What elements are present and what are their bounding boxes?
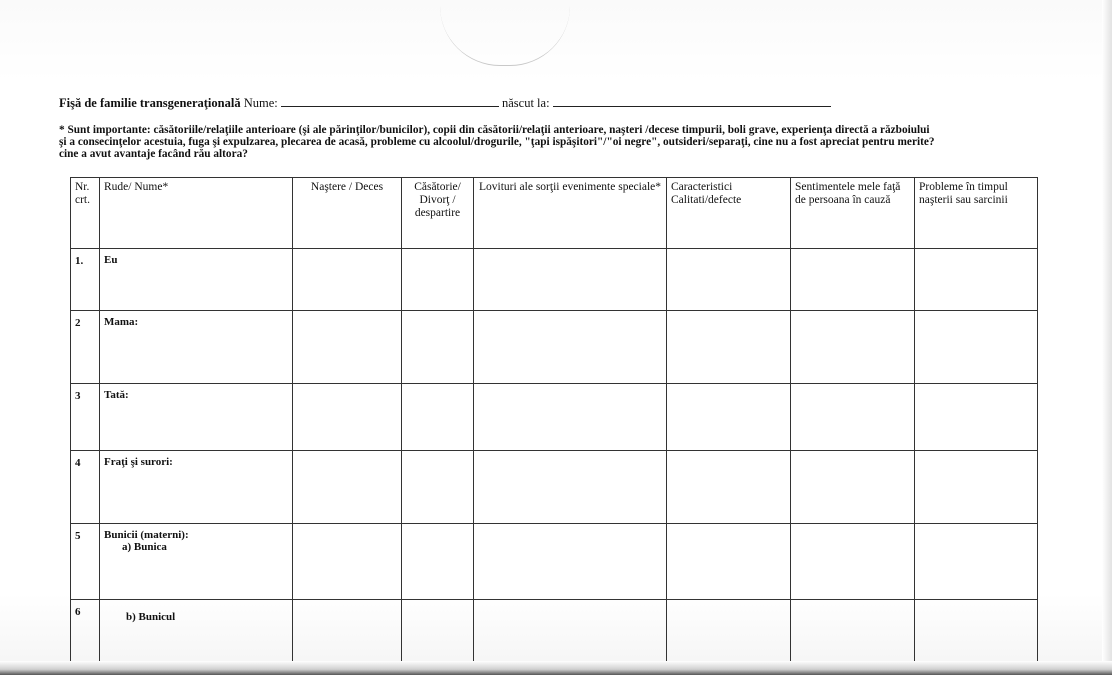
paper-edge-right bbox=[1102, 0, 1112, 675]
cell-probleme[interactable] bbox=[915, 249, 1038, 311]
header-probleme: Probleme în timpul naşterii sau sarcinii bbox=[915, 178, 1038, 249]
cell-caracteristici[interactable] bbox=[667, 249, 791, 311]
row-relative: Eu bbox=[100, 249, 293, 311]
row-number: 4 bbox=[71, 451, 100, 524]
header-casatorie: Căsătorie/ Divorţ / despartire bbox=[402, 178, 474, 249]
paper-edge-bottom bbox=[0, 661, 1112, 675]
table-row bbox=[71, 311, 1038, 384]
cell-sentimente[interactable] bbox=[791, 249, 915, 311]
cell-lovituri[interactable] bbox=[474, 249, 667, 311]
name-field[interactable] bbox=[281, 95, 499, 107]
cell-caracteristici[interactable] bbox=[667, 451, 791, 524]
row-number: 5 bbox=[71, 524, 100, 600]
notes-line-3: cine a avut avantaje facând rău altora? bbox=[59, 147, 248, 160]
cell-casatorie[interactable] bbox=[402, 451, 474, 524]
cell-nastere[interactable] bbox=[293, 524, 402, 600]
cell-probleme[interactable] bbox=[915, 311, 1038, 384]
cell-probleme[interactable] bbox=[915, 600, 1038, 664]
cell-nastere[interactable] bbox=[293, 600, 402, 664]
row-relative: Mama: bbox=[100, 311, 293, 384]
table-row bbox=[71, 524, 1038, 600]
cell-casatorie[interactable] bbox=[402, 600, 474, 664]
cell-sentimente[interactable] bbox=[791, 600, 915, 664]
row-relative bbox=[100, 600, 293, 664]
table-row bbox=[71, 600, 1038, 664]
row-relative-sub: b) Bunicul bbox=[126, 611, 176, 623]
cell-probleme[interactable] bbox=[915, 451, 1038, 524]
header-caracteristici: Caracteristici Calitati/defecte bbox=[667, 178, 791, 249]
row-relative-sub: a) Bunica bbox=[122, 541, 167, 553]
row-relative: Fraţi şi surori: bbox=[100, 451, 293, 524]
cell-probleme[interactable] bbox=[915, 524, 1038, 600]
cell-nastere[interactable] bbox=[293, 384, 402, 451]
title-line bbox=[59, 95, 831, 111]
cell-nastere[interactable] bbox=[293, 311, 402, 384]
row-number: 6 bbox=[71, 600, 100, 664]
cell-casatorie[interactable] bbox=[402, 384, 474, 451]
cell-lovituri[interactable] bbox=[474, 311, 667, 384]
born-field[interactable] bbox=[553, 95, 831, 107]
cell-lovituri[interactable] bbox=[474, 600, 667, 664]
row-number: 3 bbox=[71, 384, 100, 451]
cell-casatorie[interactable] bbox=[402, 249, 474, 311]
header-lovituri: Lovituri ale sorţii evenimente speciale* bbox=[474, 178, 667, 249]
cell-lovituri[interactable] bbox=[474, 384, 667, 451]
cell-caracteristici[interactable] bbox=[667, 384, 791, 451]
cell-sentimente[interactable] bbox=[791, 311, 915, 384]
row-number: 2 bbox=[71, 311, 100, 384]
cell-sentimente[interactable] bbox=[791, 524, 915, 600]
header-rude: Rude/ Nume* bbox=[100, 178, 293, 249]
header-nr: Nr. crt. bbox=[71, 178, 100, 249]
cell-casatorie[interactable] bbox=[402, 524, 474, 600]
header-sentimente: Sentimentele mele faţă de persoana în cauză bbox=[791, 178, 915, 249]
header-row bbox=[71, 178, 1038, 249]
important-notes bbox=[59, 125, 1059, 160]
notes-line-1: * Sunt importante: căsătoriile/relaţiile anterioare (şi ale părinţilor/bunicilor), copii din căsătorii/relaţii anterioare, naşteri /decese timpurii, boli grave, experienţa directă a războiului bbox=[59, 124, 930, 136]
cell-nastere[interactable] bbox=[293, 249, 402, 311]
cell-nastere[interactable] bbox=[293, 451, 402, 524]
cell-lovituri[interactable] bbox=[474, 524, 667, 600]
cell-caracteristici[interactable] bbox=[667, 311, 791, 384]
header-nastere: Naştere / Deces bbox=[293, 178, 402, 249]
family-table bbox=[70, 177, 1038, 664]
cell-caracteristici[interactable] bbox=[667, 600, 791, 664]
table-row bbox=[71, 451, 1038, 524]
cell-caracteristici[interactable] bbox=[667, 524, 791, 600]
cell-casatorie[interactable] bbox=[402, 311, 474, 384]
row-relative-label: Bunicii (materni): bbox=[104, 529, 189, 541]
form-title: Fişă de familie transgeneraţională bbox=[59, 96, 241, 110]
row-relative: Tată: bbox=[100, 384, 293, 451]
born-label: născut la: bbox=[501, 96, 550, 110]
table-row bbox=[71, 384, 1038, 451]
notes-line-2: şi a consecinţelor acestuia, fuga şi expulzarea, plecarea de acasă, probleme cu alcoolul/drogurile, "ţapi ispăşitori"/"oi negre", outsideri/separaţi, cine nu a fost apreciat pentru merite? bbox=[59, 135, 935, 148]
row-relative bbox=[100, 524, 293, 600]
name-label: Nume: bbox=[243, 96, 278, 110]
cell-probleme[interactable] bbox=[915, 384, 1038, 451]
row-number: 1. bbox=[71, 249, 100, 311]
table-row bbox=[71, 249, 1038, 311]
paper-fold-mark bbox=[440, 0, 570, 66]
cell-sentimente[interactable] bbox=[791, 384, 915, 451]
cell-lovituri[interactable] bbox=[474, 451, 667, 524]
cell-sentimente[interactable] bbox=[791, 451, 915, 524]
